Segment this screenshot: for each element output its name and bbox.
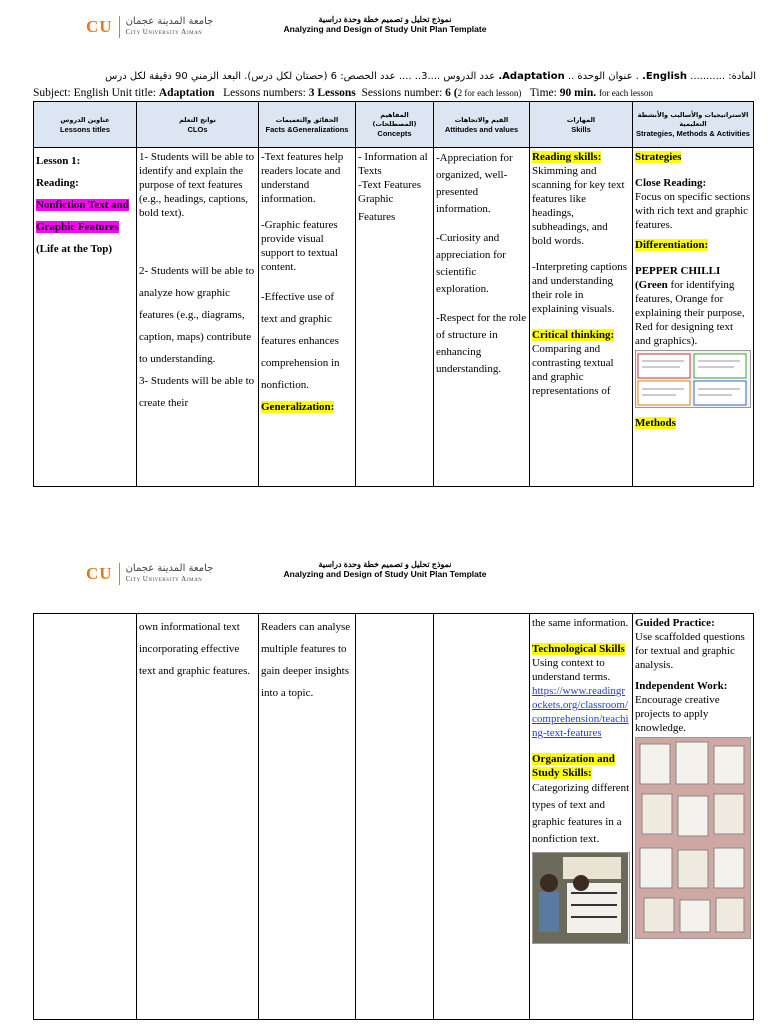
lesson-topic: Nonfiction Text and Graphic Features <box>36 199 129 233</box>
concept-3: Features <box>358 211 396 223</box>
attitude-1: -Appreciation for organized, well-presented information. <box>436 152 513 215</box>
concepts-cell-cont <box>356 614 434 1020</box>
clo-2: 2- Students will be able to analyze how graphic features (e.g., diagrams, caption, maps) contribute to understanding. <box>139 265 255 365</box>
lesson-type: Reading: <box>36 177 79 189</box>
unit-label-en: Unit title: <box>111 87 156 99</box>
logo-name-english-page2: City University Ajman <box>125 575 203 583</box>
unit-value-ar: Adaptation. <box>498 71 565 82</box>
attitude-2: -Curiosity and appreciation for scientific exploration. <box>436 232 506 295</box>
document-title-english-page2: Analyzing and Design of Study Unit Plan Template <box>283 569 487 579</box>
subject-value-ar: English. <box>642 71 687 82</box>
subject-label-ar: المادة: ........... <box>690 71 756 82</box>
facts-cell-cont <box>259 614 356 1020</box>
strategies-heading: Strategies <box>635 151 682 163</box>
table-row <box>34 614 754 1020</box>
strategies-cell-cont <box>633 614 754 1020</box>
critical-thinking-heading: Critical thinking: <box>532 329 615 341</box>
reading-rockets-link[interactable]: https://www.readingrockets.org/classroom/comprehension/teaching-text-features <box>532 685 629 739</box>
skills-cell <box>530 148 633 487</box>
guided-practice-text: Use scaffolded questions for textual and graphic analysis. <box>635 631 745 671</box>
attitude-3: -Respect for the role of structure in enhancing understanding. <box>436 312 527 375</box>
clos-cell <box>137 148 259 487</box>
technological-skills-heading: Technological Skills <box>532 643 625 655</box>
lessons-value-en: 3 Lessons <box>308 87 356 99</box>
sessions-label-en: Sessions number: <box>361 87 443 99</box>
tech-skill-text: Using context to understand terms. <box>532 657 611 683</box>
facts-cell <box>259 148 356 487</box>
close-reading-label: Close Reading: <box>635 177 707 189</box>
document-title <box>250 15 520 34</box>
unit-info-arabic <box>60 71 756 82</box>
close-reading-text: Focus on specific sections with rich text and graphic features. <box>635 191 751 231</box>
unit-label-ar: . عنوان الوحدة .. <box>567 71 639 82</box>
document-title-page2 <box>250 560 520 579</box>
pepper-chilli-label: PEPPER CHILLI <box>635 265 721 277</box>
col-header-clos: نواتج التعلم CLOs <box>137 102 259 148</box>
independent-work-label: Independent Work: <box>635 680 728 692</box>
document-title-arabic: نموذج تحليل و تصميم خطة وحدة دراسية <box>318 15 452 24</box>
lesson-number: Lesson 1: <box>36 155 81 167</box>
university-logo <box>86 16 213 38</box>
unit-plan-table-page1 <box>33 101 754 487</box>
guided-practice-label: Guided Practice: <box>635 617 715 629</box>
sessions-value-en: 6 ( <box>445 87 458 99</box>
logo-divider-page2 <box>119 563 120 585</box>
organization-skill-text: Categorizing different types of text and graphic features in a nonfiction text. <box>532 782 630 845</box>
col-header-attitudes: القيم والاتجاهات Attitudes and values <box>434 102 530 148</box>
time-label-ar: البعد الزمني 90 دقيقة لكل درس <box>105 71 242 82</box>
worksheet-image <box>635 350 751 408</box>
strategies-cell <box>633 148 754 487</box>
fact-3: -Effective use of text and graphic features enhances comprehension in nonfiction. <box>261 291 340 391</box>
generalization-text: Readers can analyse multiple features to gain deeper insights into a topic. <box>261 621 351 699</box>
col-header-strategies: الاستراتيجيات والأساليب والأنشطة التعليمية Strategies, Methods & Activities <box>633 102 754 148</box>
reading-skills-heading: Reading skills: <box>532 151 602 163</box>
subject-en: Subject: English <box>33 87 109 99</box>
clos-cell-cont <box>137 614 259 1020</box>
col-header-facts: الحقائق والتعميمات Facts &Generalizations <box>259 102 356 148</box>
lessons-label-ar: عدد الدروس ....3.. .... <box>398 71 496 82</box>
worksheet-thumbnail <box>636 351 750 407</box>
sessions-note-en: 2 for each lesson) <box>457 88 522 98</box>
col-header-concepts: المفاهيم (المصطلحات) Concepts <box>356 102 434 148</box>
fact-1: -Text features help readers locate and understand information. <box>261 151 344 205</box>
sessions-label-ar: عدد الحصص: 6 (حصتان لكل درس). <box>244 71 396 82</box>
skills-cell-cont <box>530 614 633 1020</box>
concepts-cell <box>356 148 434 487</box>
students-photo <box>532 852 630 944</box>
student-projects-photo <box>635 737 751 939</box>
lessons-label-en: Lessons numbers: <box>223 87 306 99</box>
concept-2: -Text Features Graphic <box>358 179 422 205</box>
fact-2: -Graphic features provide visual support to textual content. <box>261 219 338 273</box>
skill-3-cont: the same information. <box>532 617 629 629</box>
methods-heading: Methods <box>635 417 676 429</box>
clo-3: 3- Students will be able to create their <box>139 375 255 409</box>
students-photo-graphic <box>533 853 628 943</box>
lesson-topic-sub: (Life at the Top) <box>36 243 113 255</box>
concept-1: - Information al Texts <box>358 151 428 177</box>
student-projects-graphic <box>636 738 750 938</box>
logo-divider <box>119 16 120 38</box>
logo-name-english: City University Ajman <box>125 28 203 36</box>
lesson-title-cell <box>34 148 137 487</box>
clo-1: 1- Students will be able to identify and explain the purpose of text features (e.g., headings, captions, bold text). <box>139 151 255 219</box>
pepper-green: (Green <box>635 279 668 291</box>
logo-name-arabic: جامعة المدينة عجمان <box>125 16 214 27</box>
time-label-en: Time: <box>529 87 557 99</box>
unit-info-english <box>33 87 653 99</box>
skill-1: Skimming and scanning for key text features like headings, subheadings, and bold words. <box>532 165 625 247</box>
document-title-english: Analyzing and Design of Study Unit Plan Template <box>283 24 487 34</box>
logo-name-arabic-page2: جامعة المدينة عجمان <box>125 563 214 574</box>
attitudes-cell-cont <box>434 614 530 1020</box>
logo-mark: CU <box>86 17 113 36</box>
organization-skills-heading: Organization and Study Skills: <box>532 753 615 779</box>
independent-work-text: Encourage creative projects to apply knowledge. <box>635 694 720 734</box>
document-title-arabic-page2: نموذج تحليل و تصميم خطة وحدة دراسية <box>318 560 452 569</box>
differentiation-heading: Differentiation: <box>635 239 709 251</box>
logo-mark-page2: CU <box>86 564 113 583</box>
unit-value-en: Adaptation <box>158 87 215 99</box>
table-header-row <box>34 102 754 148</box>
skill-3: Comparing and contrasting textual and graphic representations of <box>532 343 614 397</box>
university-logo-page2 <box>86 563 213 585</box>
unit-plan-table-page2 <box>33 613 754 1020</box>
generalization-heading: Generalization: <box>261 401 335 413</box>
table-row <box>34 148 754 487</box>
skill-2: -Interpreting captions and understanding their role in explaining visuals. <box>532 261 627 315</box>
lesson-title-cell-cont <box>34 614 137 1020</box>
col-header-skills: المهارات Skills <box>530 102 633 148</box>
clo-3-cont: own informational text incorporating effective text and graphic features. <box>139 621 251 677</box>
attitudes-cell <box>434 148 530 487</box>
time-value-en: 90 min. <box>559 87 597 99</box>
time-note-en: for each lesson <box>599 88 653 98</box>
pepper-text: for identifying features, Orange for explaining their purpose, Red for designing text and graphics). <box>635 279 745 347</box>
col-header-lessons: عناوين الدروس Lessons titles <box>34 102 137 148</box>
